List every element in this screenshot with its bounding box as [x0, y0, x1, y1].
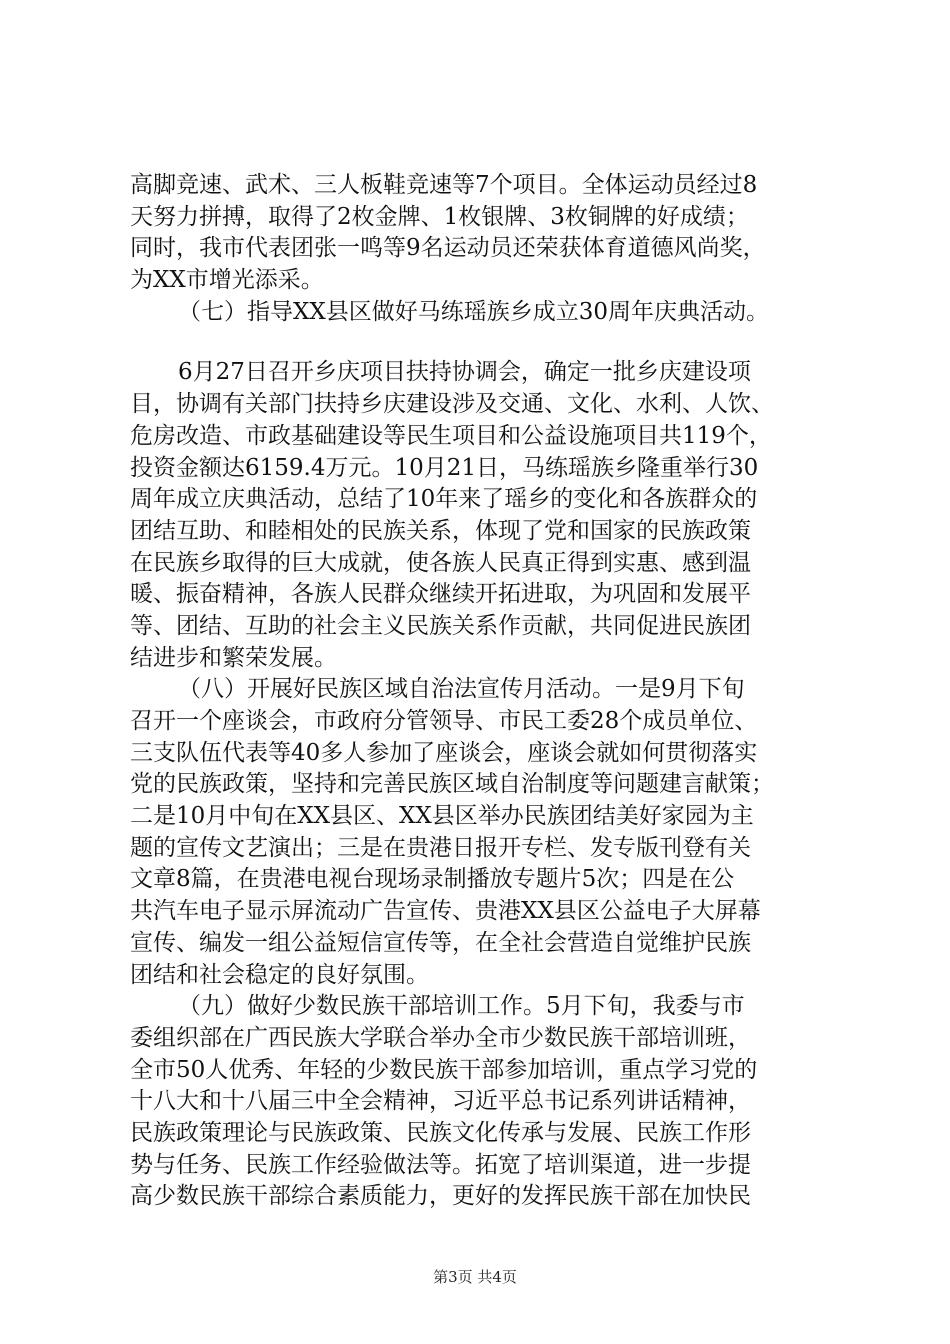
text-line: 结进步和繁荣发展。	[130, 644, 337, 671]
text-line: 题的宣传文艺演出；三是在贵港日报开专栏、发专版刊登有关	[130, 834, 751, 861]
text-line: 天努力拼搏，取得了2枚金牌、1枚银牌、3枚铜牌的好成绩；	[130, 203, 749, 230]
text-line: 为XX市增光添采。	[130, 267, 324, 294]
paragraph-gap	[130, 328, 845, 357]
text-line: 委组织部在广西民族大学联合举办全市少数民族干部培训班，	[130, 1024, 751, 1051]
document-body	[130, 170, 845, 1213]
text-line: 周年成立庆典活动，总结了10年来了瑶乡的变化和各族群众的	[130, 486, 758, 513]
text-line: 召开一个座谈会，市政府分管领导、市民工委28个成员单位、	[130, 708, 758, 734]
text-line: 宣传、编发一组公益短信宣传等，在全社会营造自觉维护民族	[130, 929, 751, 956]
text-line: 等、团结、互助的社会主义民族关系作贡献，共同促进民族团	[130, 612, 751, 639]
section-heading-9: （九）做好少数民族干部培训工作。5月下旬，我委与市	[178, 993, 745, 1020]
text-line: 目，协调有关部门扶持乡庆建设涉及交通、文化、水利、人饮、	[130, 391, 774, 418]
text-line: 危房改造、市政基础建设等民生项目和公益设施项目共119个，	[130, 422, 772, 449]
text-line: 共汽车电子显示屏流动广告宣传、贵港XX县区公益电子大屏幕	[130, 898, 761, 925]
text-line: 民族政策理论与民族政策、民族文化传承与发展、民族工作形	[130, 1119, 751, 1146]
text-line: 高脚竞速、武术、三人板鞋竞速等7个项目。全体运动员经过8	[130, 172, 758, 198]
text-line: 势与任务、民族工作经验做法等。拓宽了培训渠道，进一步提	[130, 1151, 751, 1178]
text-line: 6月27日召开乡庆项目扶持协调会，确定一批乡庆建设项	[178, 359, 751, 386]
text-line: 全市50人优秀、年轻的少数民族干部参加培训，重点学习党的	[130, 1056, 758, 1083]
text-line: 同时，我市代表团张一鸣等9名运动员还荣获体育道德风尚奖，	[130, 235, 766, 262]
text-line: 三支队伍代表等40多人参加了座谈会，座谈会就如何贯彻落实	[130, 739, 758, 766]
text-line: 团结和社会稳定的良好氛围。	[130, 961, 429, 988]
text-line: 高少数民族干部综合素质能力，更好的发挥民族干部在加快民	[130, 1183, 751, 1210]
text-line: 投资金额达6159.4万元。10月21日，马练瑶族乡隆重举行30	[130, 454, 759, 481]
section-heading-7: （七）指导XX县区做好马练瑶族乡成立30周年庆典活动。	[178, 298, 770, 325]
text-line: 在民族乡取得的巨大成就，使各族人民真正得到实惠、感到温	[130, 549, 751, 576]
text-line: 十八大和十八届三中全会精神，习近平总书记系列讲话精神，	[130, 1088, 751, 1115]
text-line: 二是10月中旬在XX县区、XX县区举办民族团结美好家园为主	[130, 803, 754, 830]
text-line: 暖、振奋精神，各族人民群众继续开拓进取，为巩固和发展平	[130, 581, 751, 608]
text-line: 文章8篇，在贵港电视台现场录制播放专题片5次；四是在公	[130, 866, 735, 893]
section-heading-8: （八）开展好民族区域自治法宣传月活动。一是9月下旬	[178, 676, 745, 703]
text-line: 党的民族政策，坚持和完善民族区域自治制度等问题建言献策；	[130, 771, 774, 798]
page-number-footer: 第3页 共4页	[433, 1268, 517, 1286]
text-line: 团结互助、和睦相处的民族关系，体现了党和国家的民族政策	[130, 517, 751, 544]
